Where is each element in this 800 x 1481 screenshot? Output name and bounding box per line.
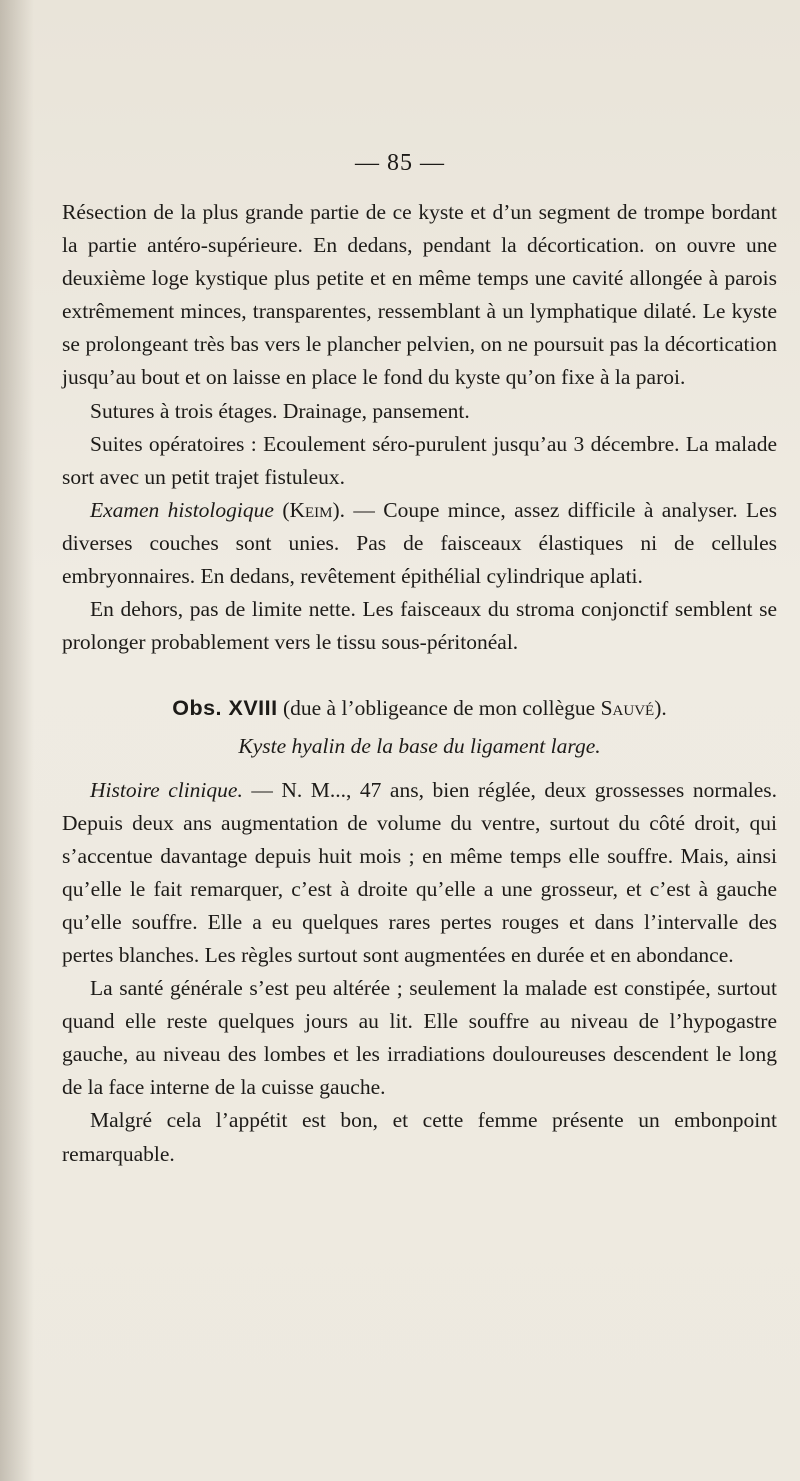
paragraph-resection: Résection de la plus grande partie de ce kyste et d’un segment de trompe bordant la partie antéro-supérieure. En dedans, pendant la décortication. on ouvre une deuxième loge kystique plus petite et en même temps une cavité allongée à parois extrêmement minces, transparentes, ressemblant à un lymphatique dilaté. Le kyste se prolongeant très bas vers le plancher pelvien, on ne poursuit pas la décortication jusqu’au bout et on laisse en place le fond du kyste qu’on fixe à la paroi. [62, 200, 777, 390]
observation-heading [62, 692, 777, 725]
observation-text: (due à l’obligeance de mon collègue [277, 696, 601, 721]
body-text [62, 196, 777, 1171]
paragraph-sutures: Sutures à trois étages. Drainage, pansement. [90, 398, 470, 423]
page-number: — 85 — [355, 150, 445, 176]
observation-subtitle: Kyste hyalin de la base du ligament large. [238, 734, 601, 759]
histoire-text: — N. M..., 47 ans, bien réglée, deux grossesses normales. Depuis deux ans augmentation de volume du ventre, surtout du côté droit, qui s’accentue davantage depuis huit mois ; en même temps elle souffre. Mais, ainsi qu’elle le fait remarquer, c’est à droite qu’elle a une grosseur, et c’est à gauche qu’elle souffre. Elle a eu quelques rares pertes rouges et dans l’intervalle des pertes blanches. Les règles surtout sont augmentées en durée et en abondance. [62, 777, 777, 967]
paragraph-dehors: En dehors, pas de limite nette. Les faisceaux du stroma conjonctif semblent se prolonger probablement vers le tissu sous-péritonéal. [62, 597, 777, 655]
examen-author: (Keim). [282, 497, 346, 522]
observation-end: ). [654, 696, 667, 721]
examen-text: — Coupe mince, assez difficile à analyser. Les diverses couches sont unies. Pas de faisceaux élastiques ni de cellules embryonnaires. En dedans, revêtement épithélial cylindrique aplati. [62, 497, 777, 589]
observation-label: Obs. XVIII [172, 696, 278, 721]
paragraph-suites: Suites opératoires : Ecoulement séro-purulent jusqu’au 3 décembre. La malade sort avec un petit trajet fistuleux. [62, 431, 777, 489]
paragraph-sante: La santé générale s’est peu altérée ; seulement la malade est constipée, surtout quand elle reste quelques jours au lit. Elle souffre au niveau de l’hypogastre gauche, au niveau des lombes et les irradiations douloureuses descendent le long de la face interne de la cuisse gauche. [62, 976, 777, 1100]
binding-shadow [0, 0, 34, 1481]
paragraph-examen [62, 494, 777, 593]
examen-label: Examen histologique [90, 497, 274, 522]
paragraph-malgre: Malgré cela l’appétit est bon, et cette femme présente un embonpoint remarquable. [62, 1108, 777, 1166]
observation-colleague: Sauvé [600, 696, 655, 721]
histoire-label: Histoire clinique. [90, 777, 243, 802]
paragraph-histoire [62, 774, 777, 973]
